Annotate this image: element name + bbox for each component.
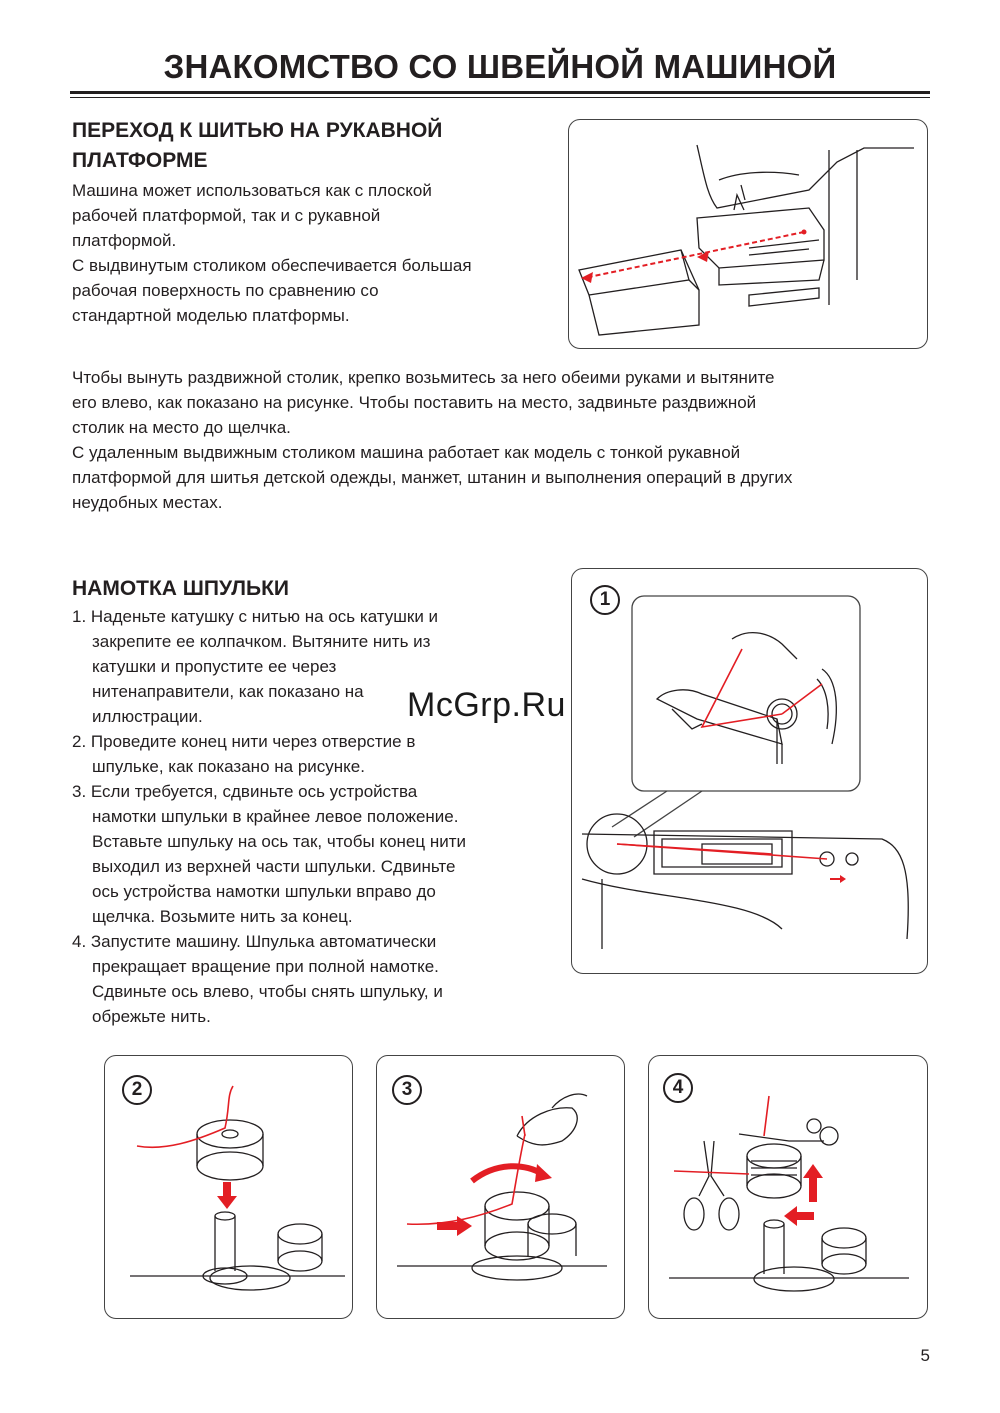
step-line: иллюстрации. — [92, 707, 203, 726]
page-title: ЗНАКОМСТВО СО ШВЕЙНОЙ МАШИНОЙ — [163, 48, 837, 85]
step-line: Сдвиньте ось влево, чтобы снять шпульку, и — [92, 982, 443, 1001]
page-number: 5 — [920, 1346, 930, 1365]
intro-line: рабочей платформой, так и с рукавной — [72, 206, 381, 225]
title-rule — [70, 91, 930, 94]
intro-line: С выдвинутым столиком обеспечивается большая — [72, 256, 472, 275]
section1-heading-line1: ПЕРЕХОД К ШИТЬЮ НА РУКАВНОЙ — [72, 119, 443, 142]
figure-1-illustration — [572, 569, 929, 975]
step-line: катушки и пропустите ее через — [92, 657, 337, 676]
body-line: Чтобы вынуть раздвижной столик, крепко возьмитесь за него обеими руками и вытяните — [72, 368, 775, 387]
watermark: McGrp.Ru — [407, 686, 566, 724]
section1-body — [72, 365, 932, 515]
step-line: выходил из верхней части шпульки. Сдвиньте — [92, 857, 456, 876]
step-line: щелчка. Возьмите нить за конец. — [92, 907, 353, 926]
extension-table-figure — [568, 119, 928, 349]
step-line: нитенаправители, как показано на — [92, 682, 364, 701]
step-line: намотки шпульки в крайнее левое положение. — [92, 807, 459, 826]
body-line: его влево, как показано на рисунке. Чтобы поставить на место, задвиньте раздвижной — [72, 393, 757, 412]
step-line: 1. Наденьте катушку с нитью на ось катушки и — [72, 607, 439, 626]
figure-4-illustration — [649, 1056, 929, 1320]
figure-2-badge: 2 — [122, 1075, 152, 1105]
step-line: 4. Запустите машину. Шпулька автоматически — [72, 932, 437, 951]
step-item — [72, 729, 512, 779]
body-line: С удаленным выдвижным столиком машина работает как модель с тонкой рукавной — [72, 443, 741, 462]
figure-2-illustration — [105, 1056, 354, 1320]
step-line: Вставьте шпульку на ось так, чтобы конец нити — [92, 832, 466, 851]
step-line: 2. Проведите конец нити через отверстие в — [72, 732, 416, 751]
section1-heading-line2: ПЛАТФОРМЕ — [72, 149, 208, 172]
step-line: обрежьте нить. — [92, 1007, 211, 1026]
intro-line: платформой. — [72, 231, 177, 250]
step-line: ось устройства намотки шпульки вправо до — [92, 882, 436, 901]
intro-line: Машина может использоваться как с плоской — [72, 181, 432, 200]
figure-3-badge: 3 — [392, 1075, 422, 1105]
intro-line: рабочая поверхность по сравнению со — [72, 281, 379, 300]
step-line: 3. Если требуется, сдвиньте ось устройства — [72, 782, 418, 801]
step-item — [72, 779, 512, 929]
step-line: шпульке, как показано на рисунке. — [92, 757, 365, 776]
figure-4-badge: 4 — [663, 1073, 693, 1103]
extension-table-illustration — [569, 120, 929, 350]
figure-2-bobbin-hole — [104, 1055, 353, 1319]
figure-1-thread-guides — [571, 568, 928, 974]
body-line: платформой для шитья детской одежды, манжет, штанин и выполнения операций в других — [72, 468, 793, 487]
figure-3-illustration — [377, 1056, 626, 1320]
body-line: столик на место до щелчка. — [72, 418, 291, 437]
step-line: закрепите ее колпачком. Вытяните нить из — [92, 632, 431, 651]
section2-heading: НАМОТКА ШПУЛЬКИ — [72, 577, 290, 600]
step-item — [72, 929, 512, 1029]
section1-heading — [72, 116, 442, 176]
figure-1-badge: 1 — [590, 585, 620, 615]
intro-line: стандартной моделью платформы. — [72, 306, 350, 325]
section1-intro — [72, 178, 542, 328]
title-rule-thin — [70, 97, 930, 98]
step-line: прекращает вращение при полной намотке. — [92, 957, 439, 976]
figure-4-cut-thread — [648, 1055, 928, 1319]
figure-3-bobbin-on-spindle — [376, 1055, 625, 1319]
body-line: неудобных местах. — [72, 493, 223, 512]
bobbin-steps — [72, 604, 512, 1029]
